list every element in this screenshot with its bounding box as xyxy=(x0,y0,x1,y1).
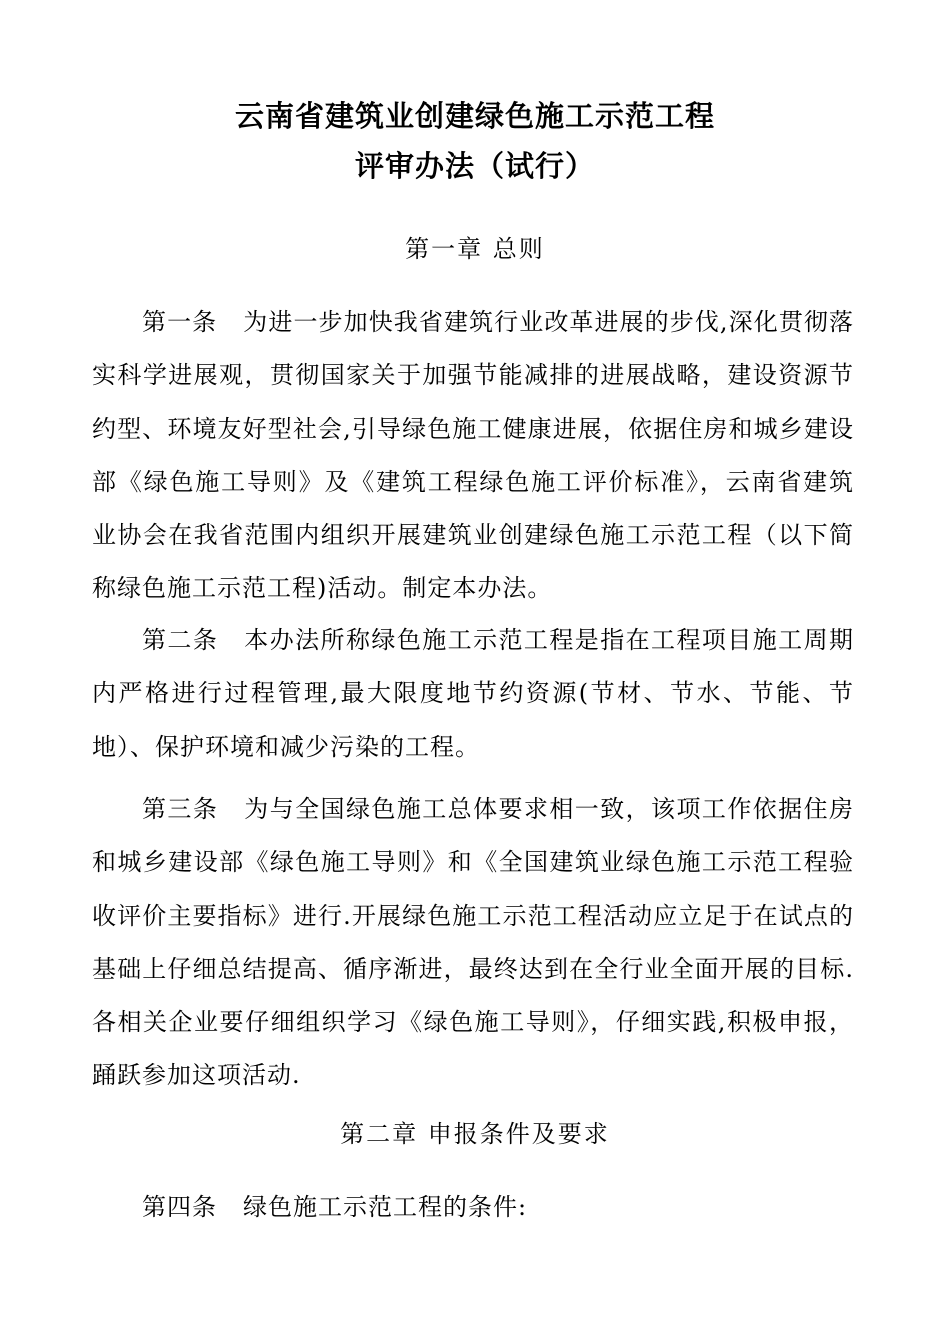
article-label: 第一条 xyxy=(142,308,218,336)
article-text: 绿色施工示范工程的条件: xyxy=(243,1193,528,1221)
article-2 xyxy=(92,614,854,774)
article-4 xyxy=(92,1181,854,1234)
article-text: 为进一步加快我省建筑行业改革进展的步伐,深化贯彻落实科学进展观，贯彻国家关于加强节能减排的进展战略，建设资源节约型、环境友好型社会,引导绿色施工健康进展，依据住房和城乡建设部《绿色施工导则》及《建筑工程绿色施工评价标准》，云南省建筑业协会在我省范围内组织开展建筑业创建绿色施工示范工程（以下简称绿色施工示范工程)活动。制定本办法。 xyxy=(92,308,854,603)
article-text: 为与全国绿色施工总体要求相一致，该项工作依据住房和城乡建设部《绿色施工导则》和《全国建筑业绿色施工示范工程验收评价主要指标》进行.开展绿色施工示范工程活动应立足于在试点的基础上仔细总结提高、循序渐进，最终达到在全行业全面开展的目标.各相关企业要仔细组织学习《绿色施工导则》，仔细实践,积极申报，踊跃参加这项活动. xyxy=(92,795,855,1090)
article-label: 第三条 xyxy=(142,795,219,823)
article-text: 本办法所称绿色施工示范工程是指在工程项目施工周期内严格进行过程管理,最大限度地节约资源(节材、节水、节能、节地）、保护环境和减少污染的工程。 xyxy=(92,626,855,761)
article-3 xyxy=(92,783,854,1103)
chapter-heading-2: 第二章 申报条件及要求 xyxy=(340,1120,610,1148)
article-label: 第四条 xyxy=(142,1193,217,1221)
document-title-line1: 云南省建筑业创建绿色施工示范工程 xyxy=(234,99,715,133)
document-title-line2: 评审办法（试行） xyxy=(354,149,595,183)
article-1 xyxy=(92,296,854,616)
article-label: 第二条 xyxy=(142,626,219,654)
chapter-heading-1: 第一章 总则 xyxy=(405,235,545,263)
